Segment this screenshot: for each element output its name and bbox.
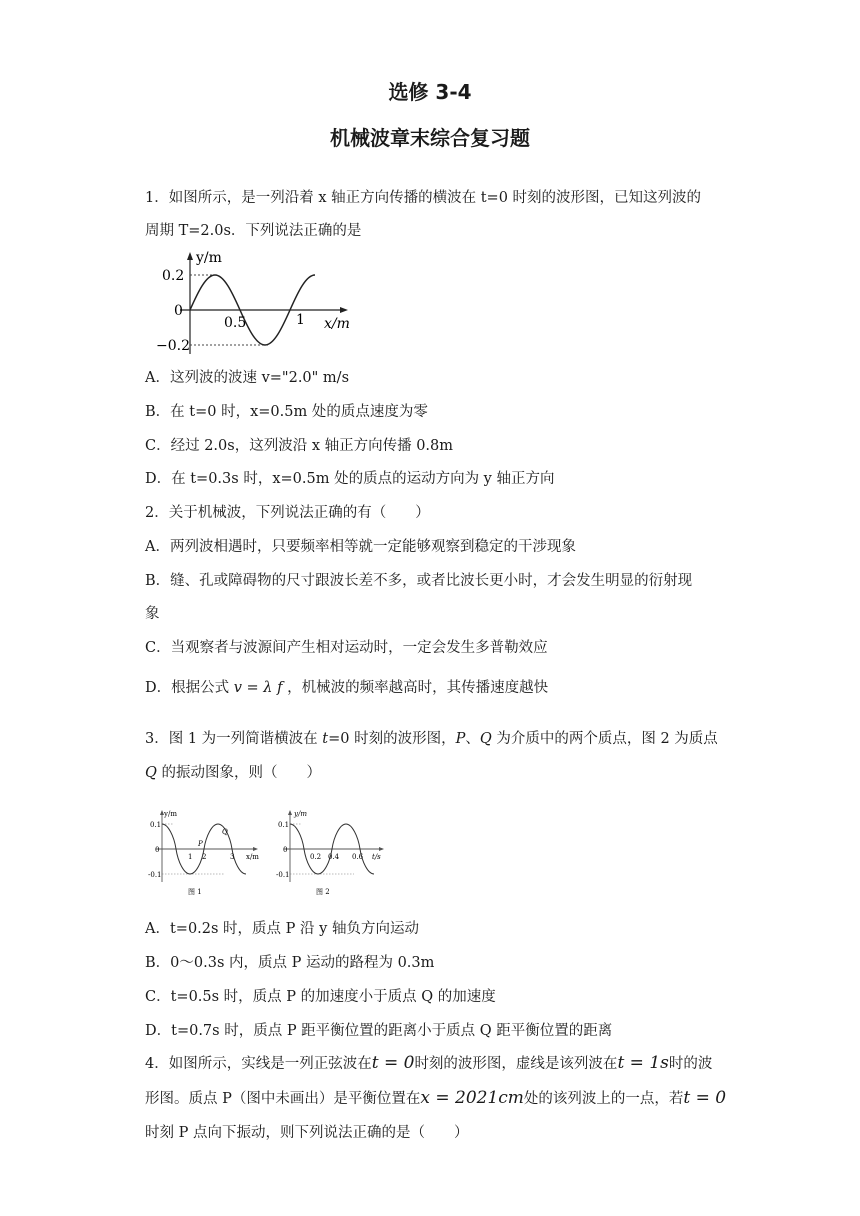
q4-line1 (145, 1052, 712, 1073)
q3-stem-p: P (455, 731, 466, 747)
q1-tick-1: 1 (296, 312, 305, 328)
q3-stem-line2-text: 的振动图象，则（ ） (156, 765, 321, 781)
q3-fig2-caption: 图 2 (316, 888, 330, 896)
q3-fig1-x2: 2 (202, 853, 207, 861)
q3-stem-line2 (145, 761, 321, 782)
q1-xlabel: x/m (324, 316, 350, 332)
document-subtitle: 机械波章末综合复习题 (330, 126, 530, 150)
q3-fig1-x1: 1 (188, 853, 193, 861)
q3-option-c: C．t=0.5s 时，质点 P 的加速度小于质点 Q 的加速度 (145, 989, 496, 1005)
q3-fig2-x3: 0.6 (352, 853, 364, 861)
q4-line1-formula-1: t = 0 (371, 1053, 415, 1073)
q1-tick-05: 0.5 (224, 315, 247, 331)
q3-fig2-x2: 0.4 (328, 853, 340, 861)
q1-option-b: B．在 t=0 时，x=0.5m 处的质点速度为零 (145, 404, 428, 420)
q3-fig2-tick-0: 0 (283, 846, 288, 854)
q3-stem-t: t (322, 731, 329, 747)
q3-stem-part-c: 、 (465, 731, 480, 747)
q3-fig2-tick-bot: -0.1 (276, 871, 290, 879)
q3-fig1-tick-0: 0 (155, 846, 160, 854)
q2-stem: 2．关于机械波，下列说法正确的有（ ） (145, 505, 430, 521)
q1-ylabel: y/m (196, 250, 222, 266)
q1-stem-line2: 周期 T=2.0s．下列说法正确的是 (145, 223, 362, 239)
q4-line3: 时刻 P 点向下振动，则下列说法正确的是（ ） (145, 1125, 469, 1141)
q3-figure-2 (276, 810, 384, 896)
q2-option-a: A．两列波相遇时，只要频率相等就一定能够观察到稳定的干涉现象 (145, 539, 576, 555)
q3-fig1-q-label: Q (222, 828, 228, 836)
q3-fig2-tick-top: 0.1 (278, 821, 290, 829)
q3-fig1-p-label: P (198, 840, 203, 848)
q2-option-d-pre: D．根据公式 (145, 680, 230, 696)
q3-figure-1 (148, 810, 259, 896)
q4-line2-part-b: 处的该列波上的一点，若 (523, 1091, 684, 1107)
q4-line1-part-b: 时刻的波形图，虚线是该列波在 (414, 1056, 618, 1072)
q4-line1-formula-2: t = 1s (617, 1053, 669, 1073)
q3-stem-part-d: 为介质中的两个质点，图 2 为质点 (491, 731, 718, 747)
q3-fig2-xlabel: t/s (372, 853, 381, 861)
q3-option-a: A．t=0.2s 时，质点 P 沿 y 轴负方向运动 (145, 921, 419, 937)
q3-fig1-x3: 3 (230, 853, 235, 861)
q2-option-c: C．当观察者与波源间产生相对运动时，一定会发生多普勒效应 (145, 640, 548, 656)
q3-stem-q: Q (479, 731, 492, 747)
document-title: 选修 3-4 (388, 80, 472, 104)
q2-option-b-line1: B．缝、孔或障碍物的尺寸跟波长差不多，或者比波长更小时，才会发生明显的衍射现 (145, 573, 693, 589)
q4-line2 (145, 1087, 726, 1108)
q3-fig1-tick-bot: -0.1 (148, 871, 162, 879)
q3-fig1-tick-top: 0.1 (150, 821, 162, 829)
q2-option-b-line2: 象 (145, 606, 160, 622)
q2-option-d (145, 676, 548, 697)
q3-fig2-ylabel: y/m (294, 810, 307, 818)
q3-option-b: B．0～0.3s 内，质点 P 运动的路程为 0.3m (145, 955, 435, 971)
q1-tick-m02: −0.2 (156, 338, 190, 354)
q3-option-d: D．t=0.7s 时，质点 P 距平衡位置的距离小于质点 Q 距平衡位置的距离 (145, 1023, 613, 1039)
q3-figures (144, 806, 394, 902)
q3-stem-part-b: =0 时刻的波形图， (328, 731, 456, 747)
q1-tick-02: 0.2 (162, 268, 185, 284)
q4-line1-part-a: 4．如图所示，实线是一列正弦波在 (145, 1056, 372, 1072)
q3-stem-line1 (145, 727, 718, 748)
q3-stem-line2-q: Q (145, 765, 157, 781)
q3-stem-part-a: 3．图 1 为一列简谐横波在 (145, 731, 323, 747)
q1-tick-0: 0 (174, 303, 183, 319)
q4-line2-formula-2: t = 0 (683, 1088, 727, 1108)
q1-option-a: A．这列波的波速 v="2.0" m/s (145, 370, 350, 386)
q1-stem-line1: 1．如图所示，是一列沿着 x 轴正方向传播的横波在 t=0 时刻的波形图，已知这列波的 (145, 190, 702, 206)
q4-line2-part-a: 形图。质点 P（图中未画出）是平衡位置在 (145, 1091, 421, 1107)
q4-line1-part-c: 时的波 (668, 1056, 713, 1072)
q1-wave-figure (148, 250, 368, 360)
q4-line2-formula-1: x = 2021cm (420, 1088, 524, 1108)
q3-fig1-ylabel: y/m (164, 810, 177, 818)
q3-fig1-caption: 图 1 (188, 888, 202, 896)
q3-fig1-xlabel: x/m (246, 853, 259, 861)
q2-option-d-formula: v = λ f (233, 680, 283, 696)
q1-option-d: D．在 t=0.3s 时，x=0.5m 处的质点的运动方向为 y 轴正方向 (145, 471, 555, 487)
q1-option-c: C．经过 2.0s，这列波沿 x 轴正方向传播 0.8m (145, 438, 454, 454)
q3-fig2-x1: 0.2 (310, 853, 322, 861)
q2-option-d-post: ，机械波的频率越高时，其传播速度越快 (287, 680, 549, 696)
